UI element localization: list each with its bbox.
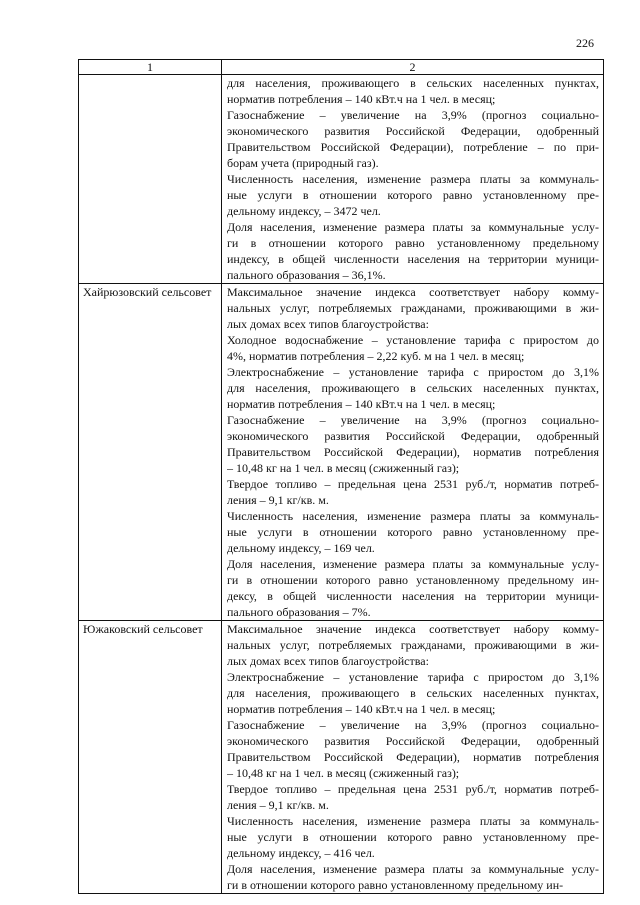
text-line: для населения, проживающего в сельских населенных пунктах,	[227, 686, 599, 700]
text-line: ги в отношении которого равно установленному предельному ин-	[227, 878, 564, 892]
text-line: лых домах всех типов благоустройства:	[227, 317, 429, 331]
table-row	[79, 284, 604, 621]
text-line: ные услуги в отношении которого равно установленному пре-	[227, 188, 599, 202]
text-line: лых домах всех типов благоустройства:	[227, 654, 429, 668]
text-line: Газоснабжение – увеличение на 3,9% (прогноз социально-	[227, 718, 599, 732]
text-line: Электроснабжение – установление тарифа с приростом до 3,1%	[227, 365, 599, 379]
text-line: ги в отношении которого равно установленному предельному ин-	[227, 573, 599, 587]
text-line: борам учета (природный газ).	[227, 156, 379, 170]
text-line: Правительством Российской Федерации), норматив потребления	[227, 750, 599, 764]
text-line: – 10,48 кг на 1 чел. в месяц (сжиженный газ);	[227, 461, 460, 475]
text-line: дельному индексу, – 169 чел.	[227, 541, 375, 555]
text-line: норматив потребления – 140 кВт.ч на 1 чел. в месяц;	[227, 702, 496, 716]
text-line: Твердое топливо – предельная цена 2531 руб./т, норматив потреб-	[227, 477, 599, 491]
text-line: Доля населения, изменение размера платы за коммунальные услу-	[227, 557, 599, 571]
column-1-header: 1	[79, 60, 222, 75]
text-line: экономического развития Российской Федерации, одобренный	[227, 734, 599, 748]
text-line: 4%, норматив потребления – 2,22 куб. м на 1 чел. в месяц;	[227, 349, 525, 363]
table-row	[79, 75, 604, 284]
text-line: дельному индексу, – 416 чел.	[227, 846, 375, 860]
table-row	[79, 621, 604, 894]
text-line: Газоснабжение – увеличение на 3,9% (прогноз социально-	[227, 413, 599, 427]
municipal-tariff-table	[78, 59, 604, 894]
text-line: Доля населения, изменение размера платы за коммунальные услу-	[227, 220, 599, 234]
page-number: 226	[576, 36, 594, 50]
text-line: Газоснабжение – увеличение на 3,9% (прогноз социально-	[227, 108, 599, 122]
text-line: экономического развития Российской Федерации, одобренный	[227, 429, 599, 443]
text-line: Холодное водоснабжение – установление тарифа с приростом до	[227, 333, 599, 347]
text-line: Численность населения, изменение размера платы за коммуналь-	[227, 172, 599, 186]
text-line: Численность населения, изменение размера платы за коммуналь-	[227, 814, 599, 828]
text-line: ные услуги в отношении которого равно установленному пре-	[227, 830, 599, 844]
text-line: норматив потребления – 140 кВт.ч на 1 чел. в месяц;	[227, 397, 496, 411]
utility-description-cell	[222, 621, 604, 894]
column-2-header: 2	[222, 60, 604, 75]
text-line: норматив потребления – 140 кВт.ч на 1 чел. в месяц;	[227, 92, 496, 106]
text-line: Максимальное значение индекса соответствует набору комму-	[227, 285, 599, 299]
table-header-row	[79, 60, 604, 75]
municipality-name-cell	[79, 75, 222, 284]
municipality-name-cell: Южаковский сельсовет	[79, 621, 222, 894]
text-line: Твердое топливо – предельная цена 2531 руб./т, норматив потреб-	[227, 782, 599, 796]
utility-description-cell	[222, 75, 604, 284]
text-line: ные услуги в отношении которого равно установленному пре-	[227, 525, 599, 539]
text-line: ги в отношении которого равно установленному предельному	[227, 236, 599, 250]
text-line: для населения, проживающего в сельских населенных пунктах,	[227, 381, 599, 395]
text-line: нальных услуг, потребляемых гражданами, проживающими в жи-	[227, 638, 599, 652]
text-line: ления – 9,1 кг/кв. м.	[227, 798, 329, 812]
text-line: индексу, в общей численности населения на территории муници-	[227, 252, 599, 266]
utility-description-cell	[222, 284, 604, 621]
text-line: экономического развития Российской Федерации, одобренный	[227, 124, 599, 138]
text-line: пального образования – 7%.	[227, 605, 371, 619]
text-line: дексу, в общей численности населения на территории муници-	[227, 589, 599, 603]
text-line: Численность населения, изменение размера платы за коммуналь-	[227, 509, 599, 523]
text-line: Правительством Российской Федерации), норматив потребления	[227, 445, 599, 459]
text-line: пального образования – 36,1%.	[227, 268, 386, 282]
text-line: для населения, проживающего в сельских населенных пунктах,	[227, 76, 599, 90]
text-line: нальных услуг, потребляемых гражданами, проживающими в жи-	[227, 301, 599, 315]
text-line: – 10,48 кг на 1 чел. в месяц (сжиженный газ);	[227, 766, 460, 780]
text-line: Электроснабжение – установление тарифа с приростом до 3,1%	[227, 670, 599, 684]
text-line: дельному индексу, – 3472 чел.	[227, 204, 381, 218]
text-line: ления – 9,1 кг/кв. м.	[227, 493, 329, 507]
text-line: Максимальное значение индекса соответствует набору комму-	[227, 622, 599, 636]
municipality-name-cell: Хайрюзовский сельсовет	[79, 284, 222, 621]
text-line: Правительством Российской Федерации), потребление – по при-	[227, 140, 599, 154]
text-line: Доля населения, изменение размера платы за коммунальные услу-	[227, 862, 599, 876]
